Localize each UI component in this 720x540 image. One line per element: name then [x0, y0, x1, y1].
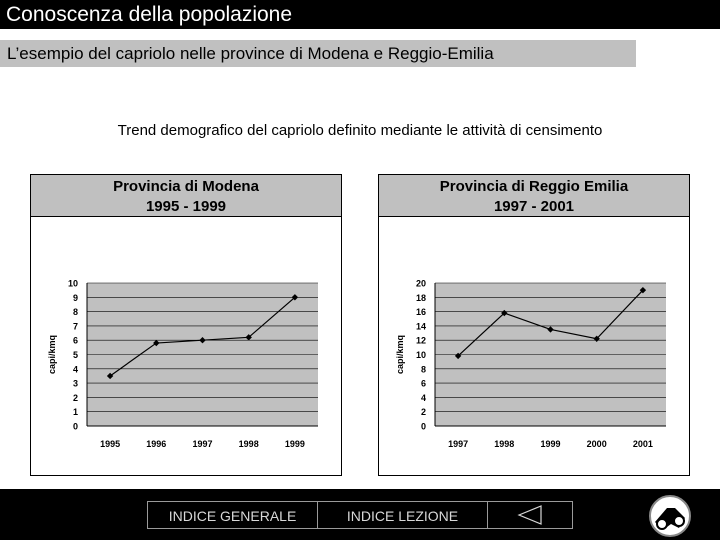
y-tick-label: 0: [72, 421, 78, 432]
y-tick-label: 4: [420, 392, 426, 403]
y-tick-label: 3: [72, 378, 78, 389]
back-button[interactable]: [487, 501, 573, 529]
y-tick-label: 5: [72, 350, 78, 360]
x-tick-label: 2001: [632, 439, 653, 449]
x-tick-label: 1996: [146, 439, 167, 449]
chart-panel-reggio-emilia: [378, 174, 690, 476]
y-tick-label: 12: [415, 335, 426, 346]
panel-title: Provincia di Modena: [113, 178, 259, 195]
y-tick-label: 2: [420, 407, 426, 418]
back-arrow-icon: [488, 502, 572, 528]
y-tick-label: 7: [72, 321, 78, 332]
y-tick-label: 8: [420, 364, 426, 375]
chart-panel-modena: [30, 174, 342, 476]
y-tick-label: 8: [72, 307, 78, 318]
binoculars-logo-icon: [645, 494, 695, 538]
y-tick-label: 18: [415, 292, 426, 303]
y-axis-label: capi/kmq: [47, 334, 57, 375]
page-subtitle: L’esempio del capriolo nelle province di Modena e Reggio-Emilia: [0, 40, 636, 67]
footer-bar: [0, 489, 720, 540]
y-tick-label: 0: [420, 421, 426, 432]
line-chart-modena: [31, 217, 341, 475]
x-tick-label: 1999: [284, 439, 305, 449]
y-tick-label: 10: [415, 350, 426, 360]
y-tick-label: 16: [415, 307, 426, 318]
chart-caption: Trend demografico del capriolo definito mediante le attività di censimento: [117, 122, 603, 139]
panel-title: Provincia di Reggio Emilia: [439, 178, 629, 195]
x-tick-label: 2000: [586, 439, 607, 449]
panel-period: 1995 - 1999: [145, 198, 227, 215]
x-tick-label: 1997: [448, 439, 469, 449]
y-tick-label: 20: [415, 278, 426, 289]
x-tick-label: 1995: [100, 439, 121, 449]
y-tick-label: 6: [420, 378, 426, 389]
y-tick-label: 6: [72, 335, 78, 346]
panel-header-reggio-emilia: [379, 175, 689, 217]
line-chart-reggio-emilia: [379, 217, 689, 475]
y-tick-label: 14: [415, 321, 426, 332]
x-tick-label: 1998: [494, 439, 515, 449]
y-tick-label: 4: [72, 364, 78, 375]
x-tick-label: 1999: [540, 439, 561, 449]
y-axis-label: capi/kmq: [395, 334, 405, 375]
x-tick-label: 1997: [192, 439, 213, 449]
general-index-button[interactable]: INDICE GENERALE: [147, 501, 318, 529]
y-tick-label: 1: [72, 407, 78, 418]
lesson-index-button[interactable]: INDICE LEZIONE: [317, 501, 488, 529]
x-tick-label: 1998: [238, 439, 259, 449]
y-tick-label: 9: [72, 292, 78, 303]
y-tick-label: 10: [67, 278, 78, 289]
y-tick-label: 2: [72, 392, 78, 403]
page-title: Conoscenza della popolazione: [0, 0, 720, 29]
panel-header-modena: [31, 175, 341, 217]
panel-period: 1997 - 2001: [493, 198, 575, 215]
